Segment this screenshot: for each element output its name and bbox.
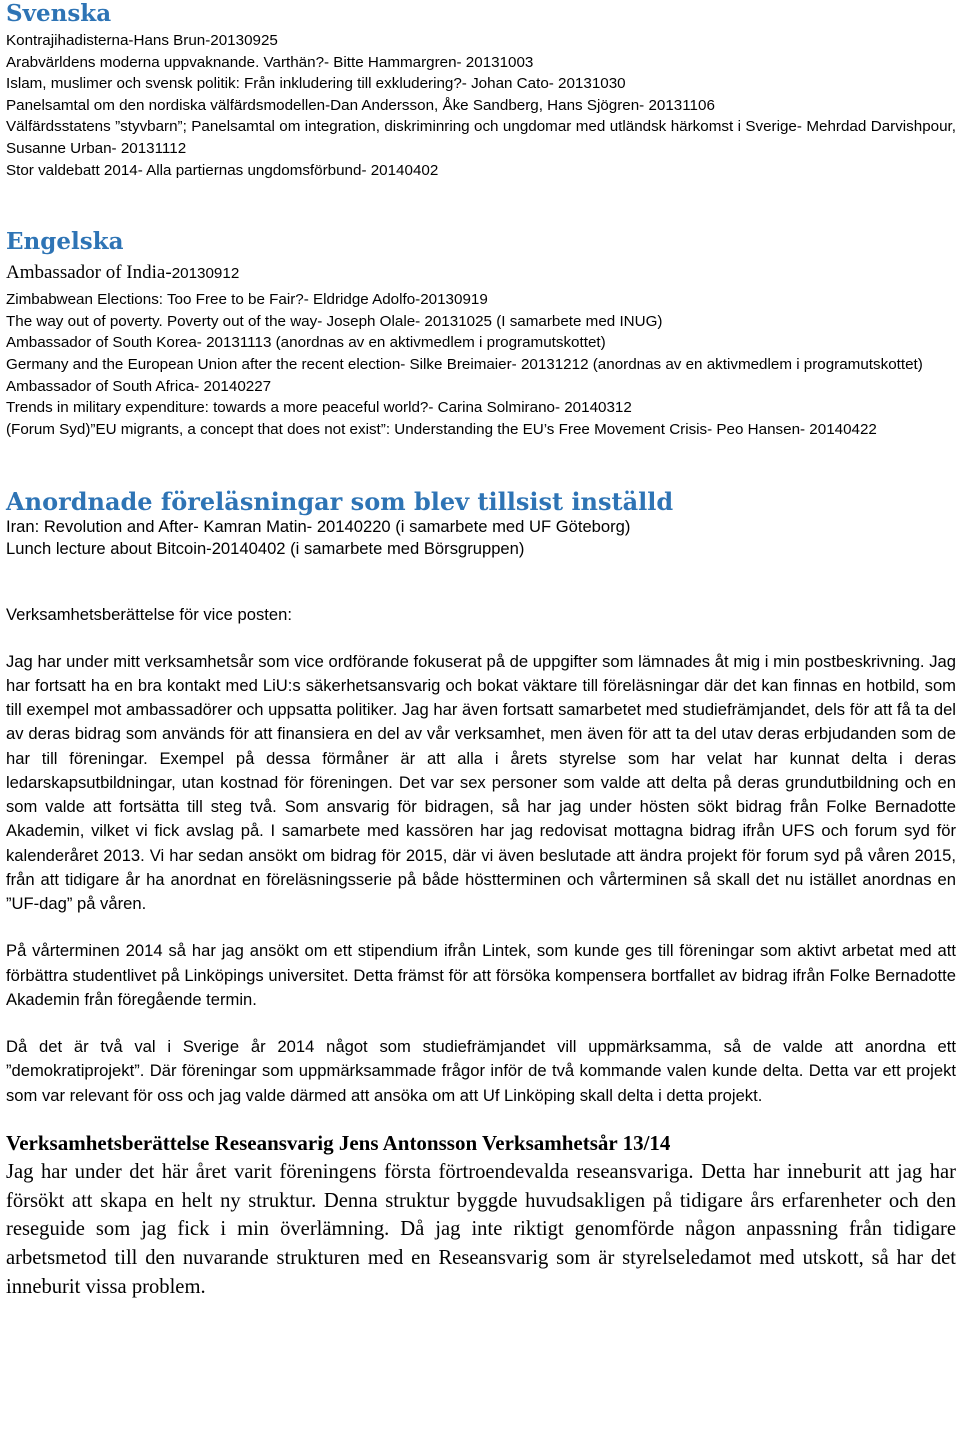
lecture-item: Panelsamtal om den nordiska välfärdsmodellen-Dan Andersson, Åke Sandberg, Hans Sjögren- 20131106 <box>6 96 715 114</box>
vice-paragraph: Jag har under mitt verksamhetsår som vice ordförande fokuserat på de uppgifter som lämnades åt mig i min postbeskrivning. Jag har fortsatt ha en bra kontakt med LiU:s säkerhetsansvarig och bokat väktare till föreläsningar där det kan finnas en hotbild, som till exempel mot ambassadörer och uppsatta politiker. Jag har även fortsatt samarbetet med studiefrämjandet, dels för att få ta del av deras bidrag som används för att finansiera en del av vår verksamhet, men även för att ta del utav deras erbjudanden som de har till föreningar. Exempel på dessa förmåner är att alla i årets styrelse som har velat har kunnat delta i deras ledarskapsutbildningar, utan kostnad för föreningen. Det var sex personer som valde att delta på deras grundutbildning och en som valde att fortsätta till steg två. Som ansvarig för bidragen, så har jag under hösten sökt bidrag från Folke Bernadotte Akademin, vilket vi fick avslag på. I samarbete med kassören har jag redovisat mottagna bidrag ifrån UFS och forum syd för kalenderåret 2013. Vi har sedan ansökt om bidrag för 2015, där vi även beslutade att ändra projekt för forum syd på våren 2015, från att tidigare år ha anordnat en föreläsningsserie på både höstterminen och vårterminen så skall det nu istället anordnas en ”UF-dag” på våren. <box>6 651 956 914</box>
lecture-item: Kontrajihadisterna-Hans Brun-20130925 <box>6 32 278 49</box>
lecture-item: Islam, muslimer och svensk politik: Från inkludering till exkludering?- Johan Cato- 20131030 <box>6 75 626 93</box>
section-heading-svenska: Svenska <box>6 0 112 27</box>
lecture-title: Ambassador of India- <box>6 262 172 284</box>
lecture-item: Germany and the European Union after the recent election- Silke Breimaier- 20131212 (anordnas av en aktivmedlem i programutskottet) <box>6 355 923 373</box>
lecture-item: The way out of poverty. Poverty out of the way- Joseph Olale- 20131025 (I samarbete med INUG) <box>6 312 663 330</box>
lecture-item: Ambassador of South Africa- 20140227 <box>6 377 272 395</box>
lecture-item: Iran: Revolution and After- Kamran Matin- 20140220 (i samarbete med UF Göteborg) <box>6 517 631 537</box>
travel-report-title: Verksamhetsberättelse Reseansvarig Jens Antonsson Verksamhetsår 13/14 <box>6 1130 671 1155</box>
svenska-lecture-list <box>6 30 956 181</box>
vice-paragraph: På vårterminen 2014 så har jag ansökt om ett stipendium ifrån Lintek, som kunde ges till föreningar som aktivt arbetat med att förbättra studentlivet på Linköpings universitet. Detta främst för att försöka kompensera bortfallet av bidrag ifrån Folke Bernadotte Akademin från föregående termin. <box>6 941 956 1009</box>
cancelled-lecture-list <box>6 516 956 560</box>
vice-paragraph: Då det är två val i Sverige år 2014 något som studiefrämjandet vill uppmärksamma, så de valde att anordna ett ”demokratiprojekt”. Där föreningar som uppmärksammade frågor inför de två kommande valen kunde delta. Detta var ett projekt som var relevant för oss och jag valde därmed att ansöka om att Uf Linköping skall delta i detta projekt. <box>6 1037 956 1105</box>
lecture-item: Zimbabwean Elections: Too Free to be Fair?- Eldridge Adolfo-20130919 <box>6 291 488 309</box>
section-heading-engelska: Engelska <box>6 228 124 256</box>
travel-paragraph: Jag har under det här året varit föreningens första förtroendevalda reseansvariga. Detta har inneburit att jag har försökt att skapa en helt ny struktur. Denna struktur byggde huvudsakligen på tidigare års erfarenheter och den reseguide som jag fick i min överlämning. Då jag inte riktigt genomförde någon anpassning från tidigare arbetsmetod till den nuvarande strukturen med en Reseansvarig som är styrelseledamot med utskott, så har det inneburit vissa problem. <box>6 1160 956 1298</box>
vice-report-title: Verksamhetsberättelse för vice posten: <box>6 605 292 625</box>
lecture-item: Arabvärldens moderna uppvaknande. Varthän?- Bitte Hammargren- 20131003 <box>6 53 534 71</box>
lecture-item: Ambassador of South Korea- 20131113 (anordnas av en aktivmedlem i programutskottet) <box>6 334 606 352</box>
document-page <box>6 0 956 1301</box>
lecture-item: Stor valdebatt 2014- Alla partiernas ungdomsförbund- 20140402 <box>6 161 439 179</box>
lecture-item: Välfärdsstatens ”styvbarn”; Panelsamtal om integration, diskriminring och ungdomar med utländsk härkomst i Sverige- Mehrdad Darvishpour, Susanne Urban- 20131112 <box>6 118 956 157</box>
lecture-item-ambassador-india <box>6 261 956 286</box>
lecture-date: 20130912 <box>171 265 240 283</box>
lecture-item: Trends in military expenditure: towards a more peaceful world?- Carina Solmirano- 20140312 <box>6 399 632 417</box>
lecture-item: (Forum Syd)”EU migrants, a concept that does not exist”: Understanding the EU’s Free Movement Crisis- Peo Hansen- 20140422 <box>6 420 877 438</box>
section-heading-cancelled: Anordnade föreläsningar som blev tillsist inställd <box>6 487 674 517</box>
engelska-lecture-list <box>6 289 956 440</box>
lecture-item: Lunch lecture about Bitcoin-20140402 (i samarbete med Börsgruppen) <box>6 539 525 559</box>
